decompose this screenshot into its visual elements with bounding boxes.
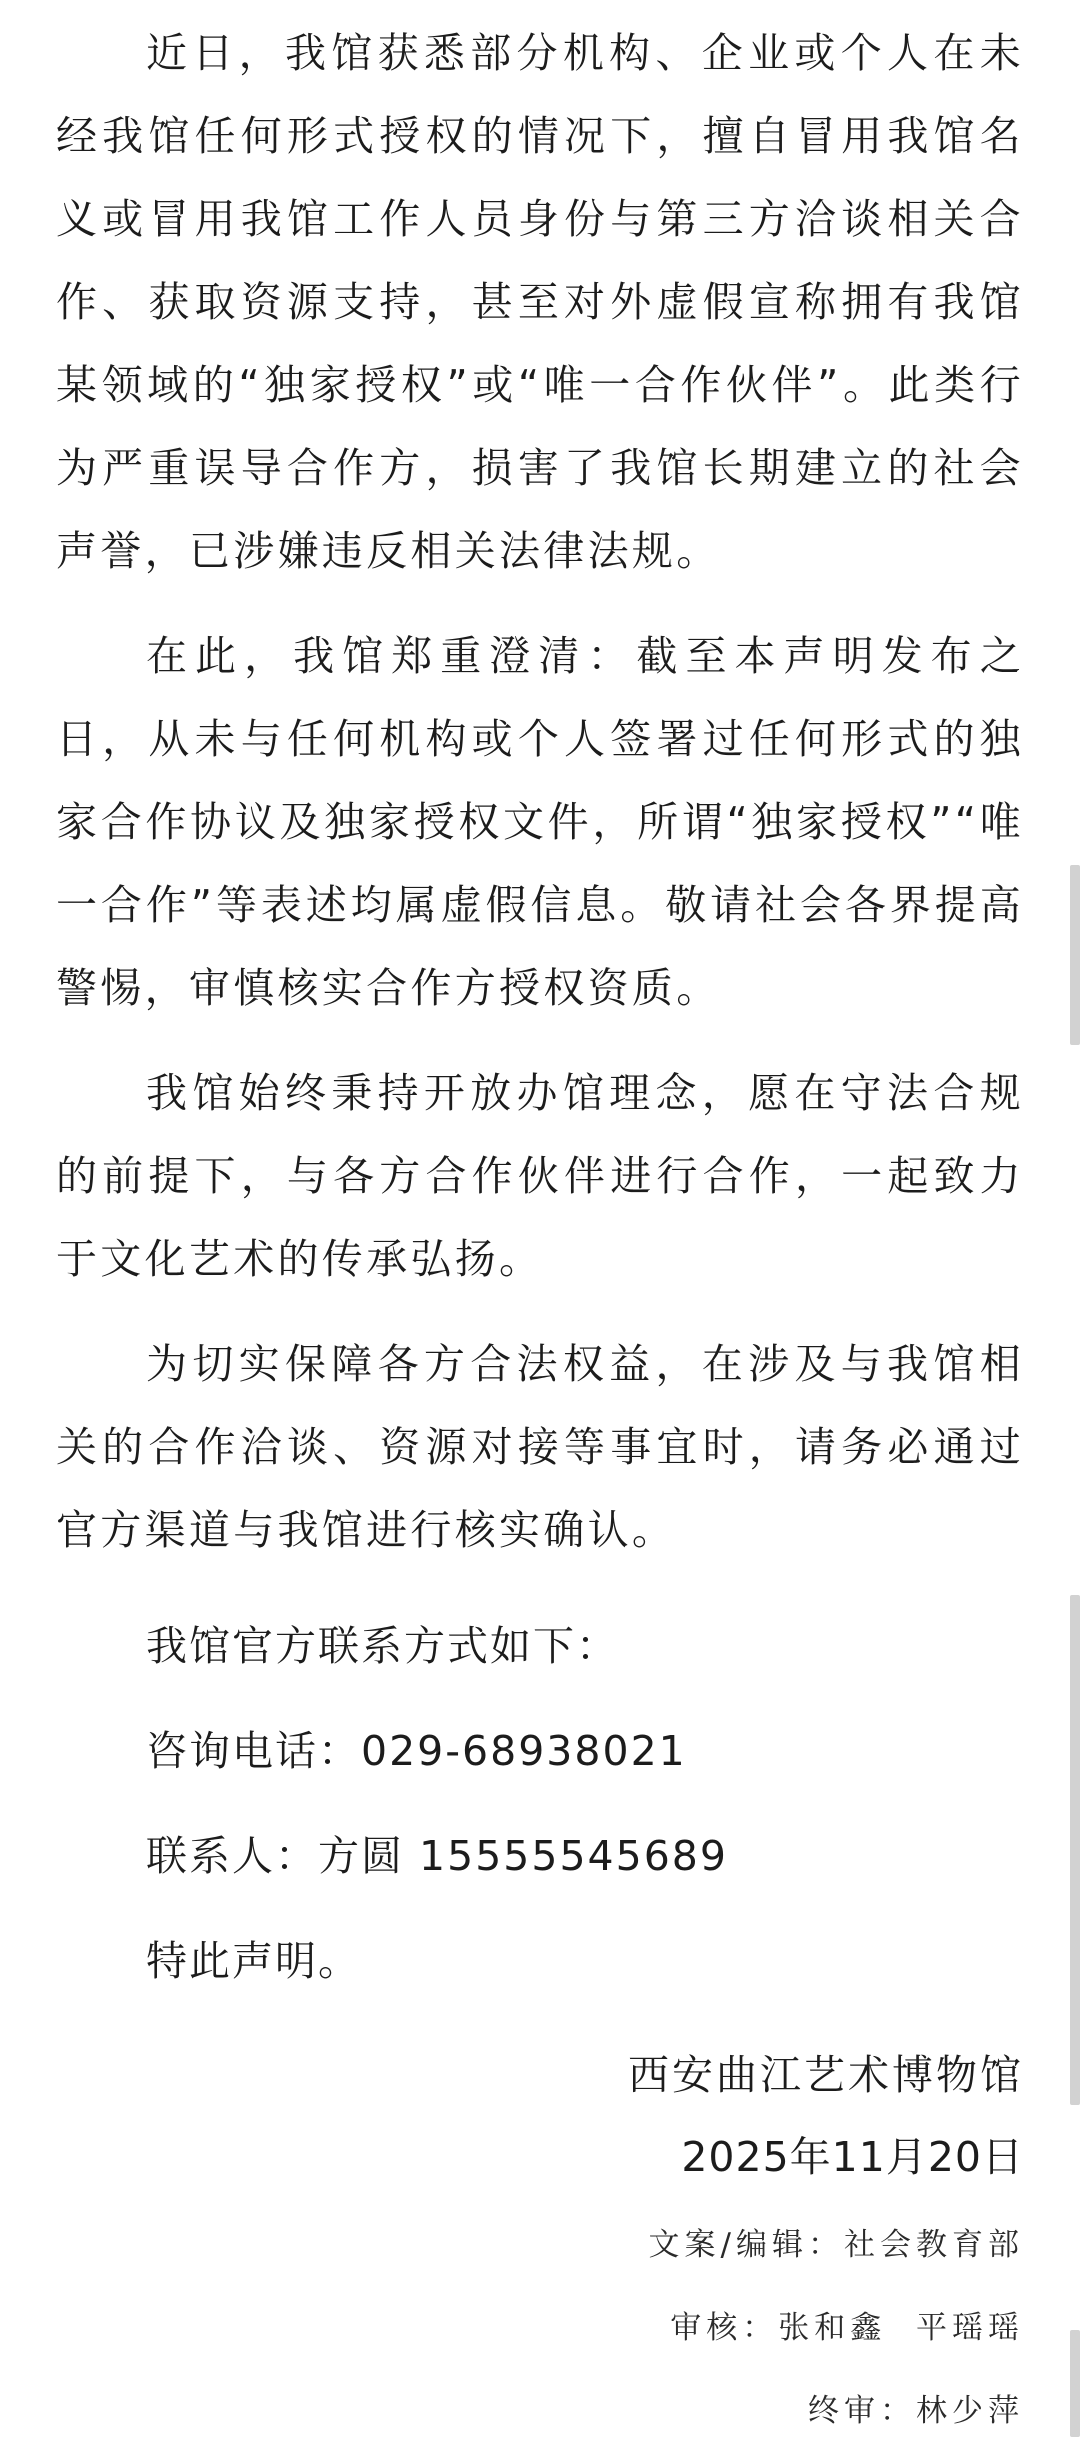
signature-block [56, 2042, 1024, 2190]
contact-person: 联系人：方圆 15555545689 [146, 1832, 728, 1880]
paragraph-1: 近日，我馆获悉部分机构、企业或个人在未经我馆任何形式授权的情况下，擅自冒用我馆名义或冒用我馆工作人员身份与第三方洽谈相关合作、获取资源支持，甚至对外虚假宣称拥有我馆某领域的“独家授权”或“唯一合作伙伴”。此类行为严重误导合作方，损害了我馆长期建立的社会声誉，已涉嫌违反相关法律法规。 [56, 29, 1024, 575]
scroll-indicator-top[interactable] [1070, 865, 1080, 1045]
contact-block [56, 1594, 1024, 2014]
signature-org: 西安曲江艺术博物馆 [628, 2051, 1024, 2099]
article-body [56, 12, 1024, 2453]
paragraph-2: 在此，我馆郑重澄清：截至本声明发布之日，从未与任何机构或个人签署过任何形式的独家合作协议及独家授权文件，所谓“独家授权”“唯一合作”等表述均属虚假信息。敬请社会各界提高警惕，审慎核实合作方授权资质。 [56, 632, 1024, 1012]
closing-statement: 特此声明。 [146, 1937, 361, 1985]
credit-editor: 文案/编辑：社会教育部 [648, 2227, 1024, 2263]
credits-block [56, 2204, 1024, 2453]
credit-final: 终审：林少萍 [808, 2393, 1024, 2429]
paragraph-4: 为切实保障各方合法权益，在涉及与我馆相关的合作洽谈、资源对接等事宜时，请务必通过官方渠道与我馆进行核实确认。 [56, 1340, 1024, 1554]
scroll-indicator-middle[interactable] [1070, 1595, 1080, 2105]
contact-phone: 咨询电话：029-68938021 [146, 1727, 687, 1775]
scroll-indicator-bottom[interactable] [1070, 2330, 1080, 2437]
credit-reviewer: 审核：张和鑫 平瑶瑶 [670, 2310, 1024, 2346]
contact-intro: 我馆官方联系方式如下： [146, 1622, 619, 1670]
signature-date: 2025年11月20日 [681, 2133, 1024, 2181]
paragraph-3: 我馆始终秉持开放办馆理念，愿在守法合规的前提下，与各方合作伙伴进行合作，一起致力于文化艺术的传承弘扬。 [56, 1069, 1024, 1283]
